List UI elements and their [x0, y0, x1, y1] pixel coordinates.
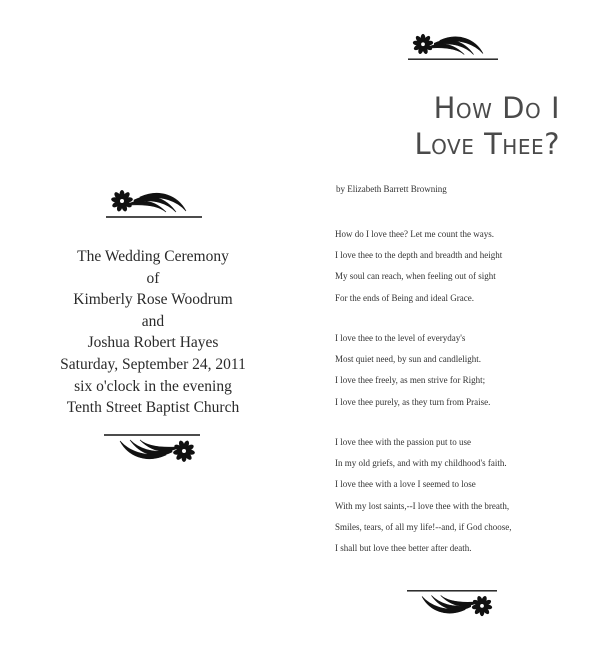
poem-author: by Elizabeth Barrett Browning: [336, 184, 447, 194]
ceremony-venue: Tenth Street Baptist Church: [66, 399, 240, 417]
ceremony-details: [30, 246, 276, 419]
poem-line: I shall but love thee better after death.: [335, 543, 472, 554]
poem-line: With my lost saints,--I love thee with the breath,: [335, 500, 510, 511]
poem-panel: [300, 0, 600, 653]
poem-line: How do I love thee? Let me count the ways.: [335, 229, 494, 239]
flower-sprig-icon: [400, 588, 504, 618]
poem-line: In my old griefs, and with my childhood's faith.: [335, 458, 507, 469]
poem-stanza: [335, 432, 595, 559]
flower-sprig-icon: [402, 32, 504, 62]
poem-line: I love thee to the depth and breadth and height: [335, 250, 503, 261]
poem-line: I love thee with a love I seemed to lose: [335, 479, 476, 490]
poem-line: Most quiet need, by sun and candlelight.: [335, 354, 481, 365]
ceremony-title: The Wedding Ceremony: [77, 248, 229, 265]
poem-line: Smiles, tears, of all my life!--and, if God choose,: [335, 521, 512, 532]
ceremony-and: and: [141, 312, 165, 330]
groom-name: Joshua Robert Hayes: [87, 334, 219, 352]
bride-name: Kimberly Rose Woodrum: [73, 291, 233, 309]
poem-title-line: Love Thee?: [414, 127, 560, 161]
flower-sprig-icon: [104, 188, 204, 220]
poem-title: [350, 90, 560, 162]
poem-line: For the ends of Being and ideal Grace.: [335, 292, 474, 303]
poem-line: I love thee to the level of everyday's: [335, 333, 466, 343]
ceremony-of: of: [146, 269, 160, 287]
ceremony-time: six o'clock in the evening: [74, 377, 232, 395]
poem-line: I love thee with the passion put to use: [335, 437, 471, 447]
ceremony-date: Saturday, September 24, 2011: [60, 355, 246, 373]
poem-title-line: How Do I: [433, 91, 560, 125]
poem-line: I love thee freely, as men strive for Right;: [335, 375, 486, 386]
poem-stanza: [335, 224, 595, 309]
flower-sprig-icon: [100, 432, 204, 464]
poem-line: My soul can reach, when feeling out of sight: [335, 271, 496, 282]
poem-stanza: [335, 328, 595, 413]
poem-line: I love thee purely, as they turn from Praise.: [335, 396, 491, 407]
